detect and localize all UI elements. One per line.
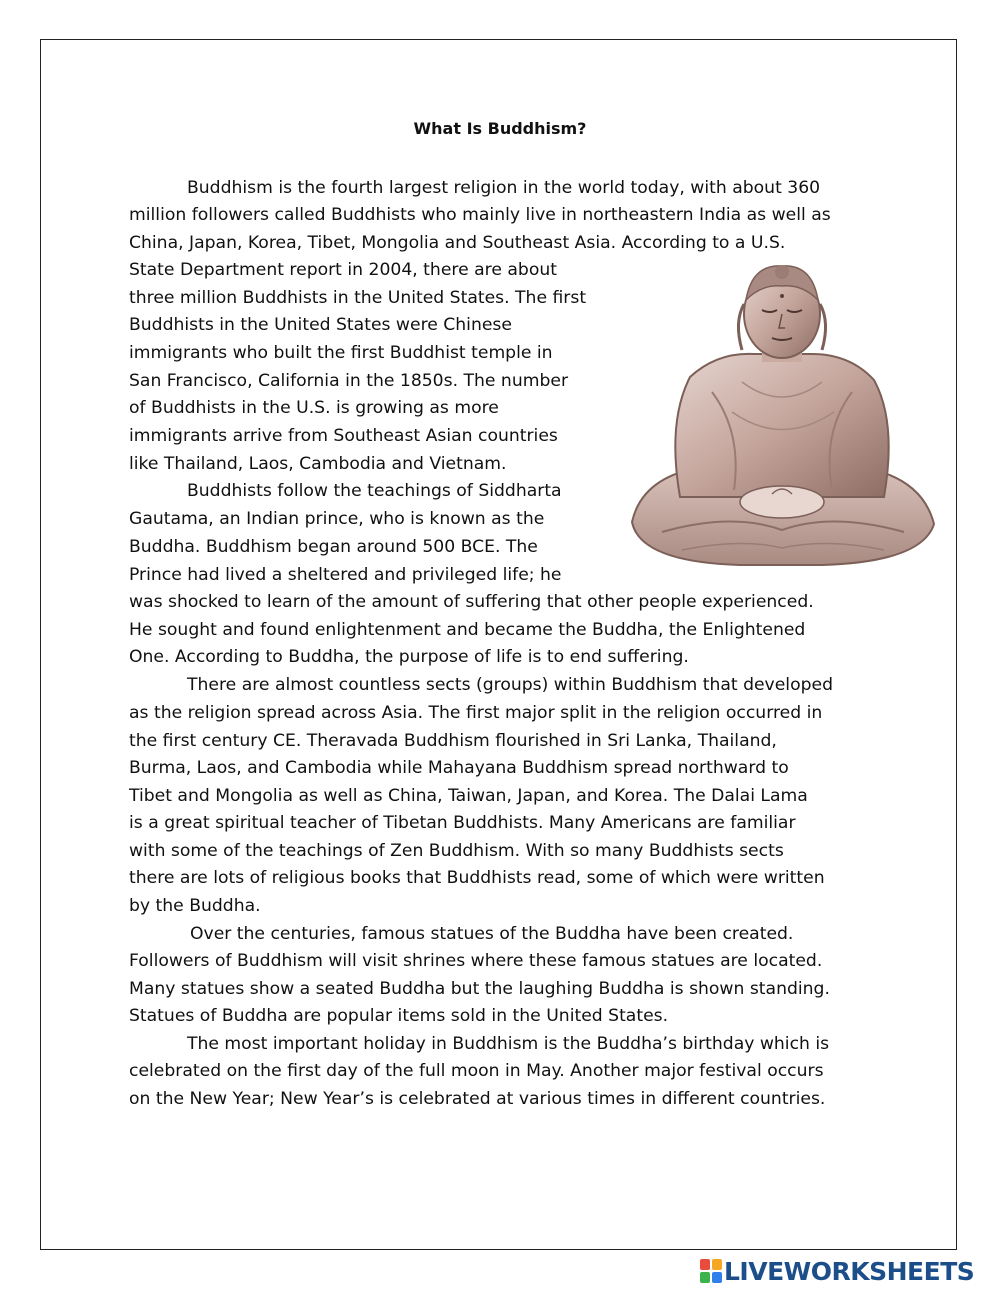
text-line: Gautama, an Indian prince, who is known as the <box>129 509 545 529</box>
text-line: Many statues show a seated Buddha but the laughing Buddha is shown standing. <box>129 979 830 999</box>
text-line: celebrated on the first day of the full moon in May. Another major festival occurs <box>129 1061 824 1081</box>
text-line: Statues of Buddha are popular items sold in the United States. <box>129 1006 669 1026</box>
text-line: immigrants arrive from Southeast Asian countries <box>129 426 558 446</box>
text-line: Buddhism is the fourth largest religion in the world today, with about 360 <box>187 178 821 198</box>
text-line: Tibet and Mongolia as well as China, Taiwan, Japan, and Korea. The Dalai Lama <box>129 786 808 806</box>
liveworksheets-logo <box>700 1257 992 1287</box>
text-line: three million Buddhists in the United States. The first <box>129 288 587 308</box>
text-line: immigrants who built the first Buddhist temple in <box>129 343 553 363</box>
text-line: million followers called Buddhists who mainly live in northeastern India as well as <box>129 205 831 225</box>
text-line: as the religion spread across Asia. The first major split in the religion occurred in <box>129 703 823 723</box>
text-line: on the New Year; New Year’s is celebrated at various times in different countries. <box>129 1089 826 1109</box>
page-title: What Is Buddhism? <box>413 119 587 138</box>
buddha-statue-image <box>622 262 940 572</box>
text-line: Followers of Buddhism will visit shrines where these famous statues are located. <box>129 951 823 971</box>
text-line: with some of the teachings of Zen Buddhism. With so many Buddhists sects <box>129 841 784 861</box>
text-line: The most important holiday in Buddhism is the Buddha’s birthday which is <box>187 1034 830 1054</box>
logo-text: LIVEWORKSHEETS <box>724 1257 975 1286</box>
text-line: there are lots of religious books that Buddhists read, some of which were written <box>129 868 825 888</box>
logo-badge-icon <box>700 1259 722 1283</box>
text-line: Buddhists in the United States were Chinese <box>129 315 512 335</box>
text-line: like Thailand, Laos, Cambodia and Vietnam. <box>129 454 507 474</box>
text-line: Burma, Laos, and Cambodia while Mahayana Buddhism spread northward to <box>129 758 789 778</box>
text-line: the first century CE. Theravada Buddhism flourished in Sri Lanka, Thailand, <box>129 731 777 751</box>
text-line: China, Japan, Korea, Tibet, Mongolia and Southeast Asia. According to a U.S. <box>129 233 786 253</box>
text-line: State Department report in 2004, there are about <box>129 260 557 280</box>
text-line: San Francisco, California in the 1850s. The number <box>129 371 569 391</box>
text-line: of Buddhists in the U.S. is growing as more <box>129 398 499 418</box>
text-line: by the Buddha. <box>129 896 261 916</box>
text-line: He sought and found enlightenment and became the Buddha, the Enlightened <box>129 620 806 640</box>
text-line: Buddhists follow the teachings of Siddharta <box>187 481 562 501</box>
text-line: Over the centuries, famous statues of the Buddha have been created. <box>190 924 794 944</box>
text-line: One. According to Buddha, the purpose of life is to end suffering. <box>129 647 689 667</box>
text-line: was shocked to learn of the amount of suffering that other people experienced. <box>129 592 814 612</box>
text-line: is a great spiritual teacher of Tibetan Buddhists. Many Americans are familiar <box>129 813 796 833</box>
text-line: There are almost countless sects (groups) within Buddhism that developed <box>187 675 833 695</box>
text-line: Buddha. Buddhism began around 500 BCE. The <box>129 537 538 557</box>
text-line: Prince had lived a sheltered and privileged life; he <box>129 565 562 585</box>
